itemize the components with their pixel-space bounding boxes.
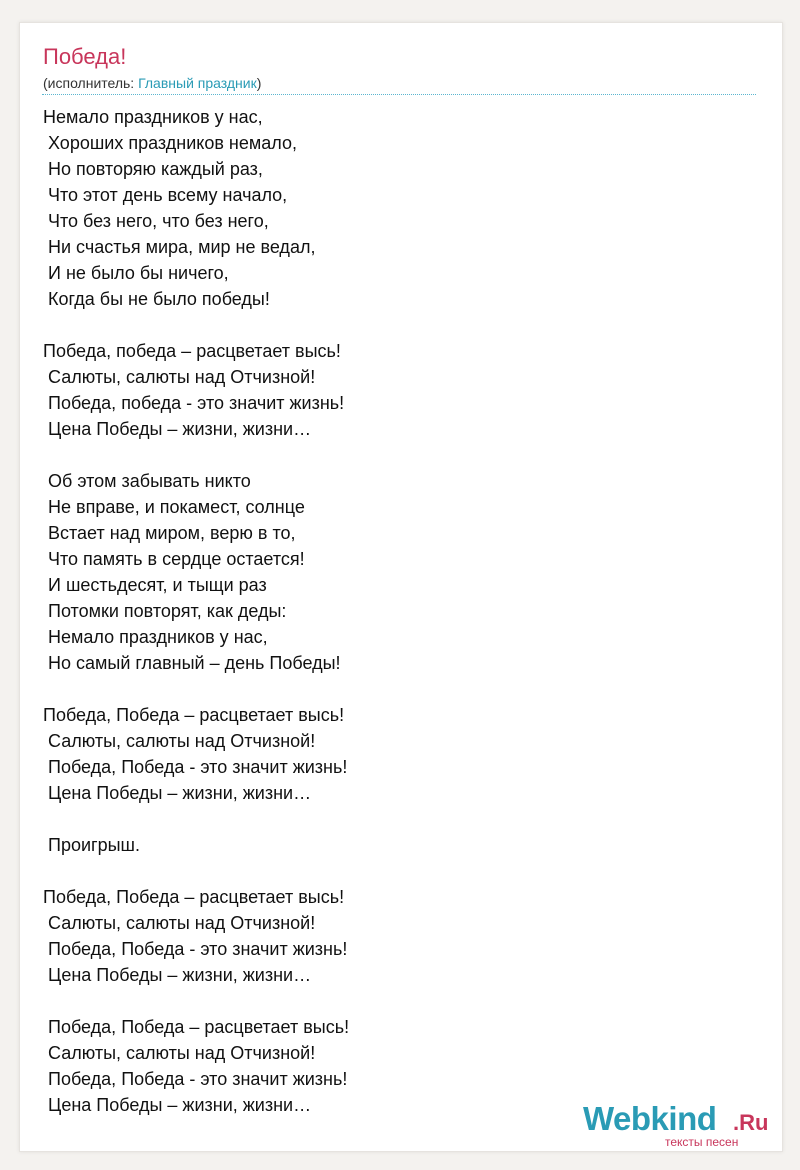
stanza-gap <box>43 858 743 884</box>
lyric-line: Что без него, что без него, <box>43 211 269 231</box>
title-divider <box>42 94 756 95</box>
lyric-line: Немало праздников у нас, <box>43 107 263 127</box>
lyric-line: Цена Победы – жизни, жизни… <box>43 419 312 439</box>
lyric-line: И шестьдесят, и тыщи раз <box>43 575 267 595</box>
byline-suffix: ) <box>256 75 262 91</box>
lyric-line: Победа, Победа - это значит жизнь! <box>43 757 348 777</box>
lyric-line: Салюты, салюты над Отчизной! <box>43 367 316 387</box>
lyric-line: Потомки повторят, как деды: <box>43 601 287 621</box>
lyric-line: Не вправе, и покамест, солнце <box>43 497 305 517</box>
lyric-line: Встает над миром, верю в то, <box>43 523 296 543</box>
stanza-gap <box>43 806 743 832</box>
artist-link[interactable]: Главный праздник <box>138 75 257 91</box>
lyrics-body <box>43 104 743 1118</box>
lyric-line: Немало праздников у нас, <box>43 627 268 647</box>
lyric-line: Об этом забывать никто <box>43 471 251 491</box>
lyric-line: Салюты, салюты над Отчизной! <box>43 731 316 751</box>
logo-wordmark: Webkind <box>583 1100 717 1137</box>
lyric-line: И не было бы ничего, <box>43 263 229 283</box>
lyric-line: Проигрыш. <box>43 835 140 855</box>
lyric-line: Что этот день всему начало, <box>43 185 288 205</box>
lyric-line: Победа, Победа - это значит жизнь! <box>43 1069 348 1089</box>
lyric-line: Что память в сердце остается! <box>43 549 305 569</box>
byline-prefix: (исполнитель: <box>43 75 139 91</box>
stanza-gap <box>43 442 743 468</box>
stanza-gap <box>43 988 743 1014</box>
stanza-gap <box>43 312 743 338</box>
artist-byline <box>43 74 261 92</box>
lyric-line: Хороших праздников немало, <box>43 133 297 153</box>
lyric-line: Победа, Победа – расцветает высь! <box>43 887 345 907</box>
lyric-line: Цена Победы – жизни, жизни… <box>43 1095 312 1115</box>
lyric-line: Победа, Победа - это значит жизнь! <box>43 939 348 959</box>
lyric-line: Цена Победы – жизни, жизни… <box>43 783 312 803</box>
lyric-line: Но самый главный – день Победы! <box>43 653 341 673</box>
lyrics-page <box>19 22 783 1152</box>
logo-tagline: тексты песен <box>665 1135 739 1149</box>
stanza-gap <box>43 676 743 702</box>
lyric-line: Победа, Победа – расцветает высь! <box>43 705 345 725</box>
lyric-line: Салюты, салюты над Отчизной! <box>43 1043 316 1063</box>
lyric-line: Ни счастья мира, мир не ведал, <box>43 237 316 257</box>
lyric-line: Победа, победа - это значит жизнь! <box>43 393 345 413</box>
lyric-line: Победа, Победа – расцветает высь! <box>43 1017 350 1037</box>
webkind-logo[interactable] <box>583 1101 783 1151</box>
lyric-line: Цена Победы – жизни, жизни… <box>43 965 312 985</box>
song-title: Победа! <box>43 44 127 69</box>
logo-tld: .Ru <box>733 1110 769 1135</box>
lyric-line: Когда бы не было победы! <box>43 289 270 309</box>
lyric-line: Победа, победа – расцветает высь! <box>43 341 341 361</box>
lyric-line: Салюты, салюты над Отчизной! <box>43 913 316 933</box>
lyric-line: Но повторяю каждый раз, <box>43 159 263 179</box>
